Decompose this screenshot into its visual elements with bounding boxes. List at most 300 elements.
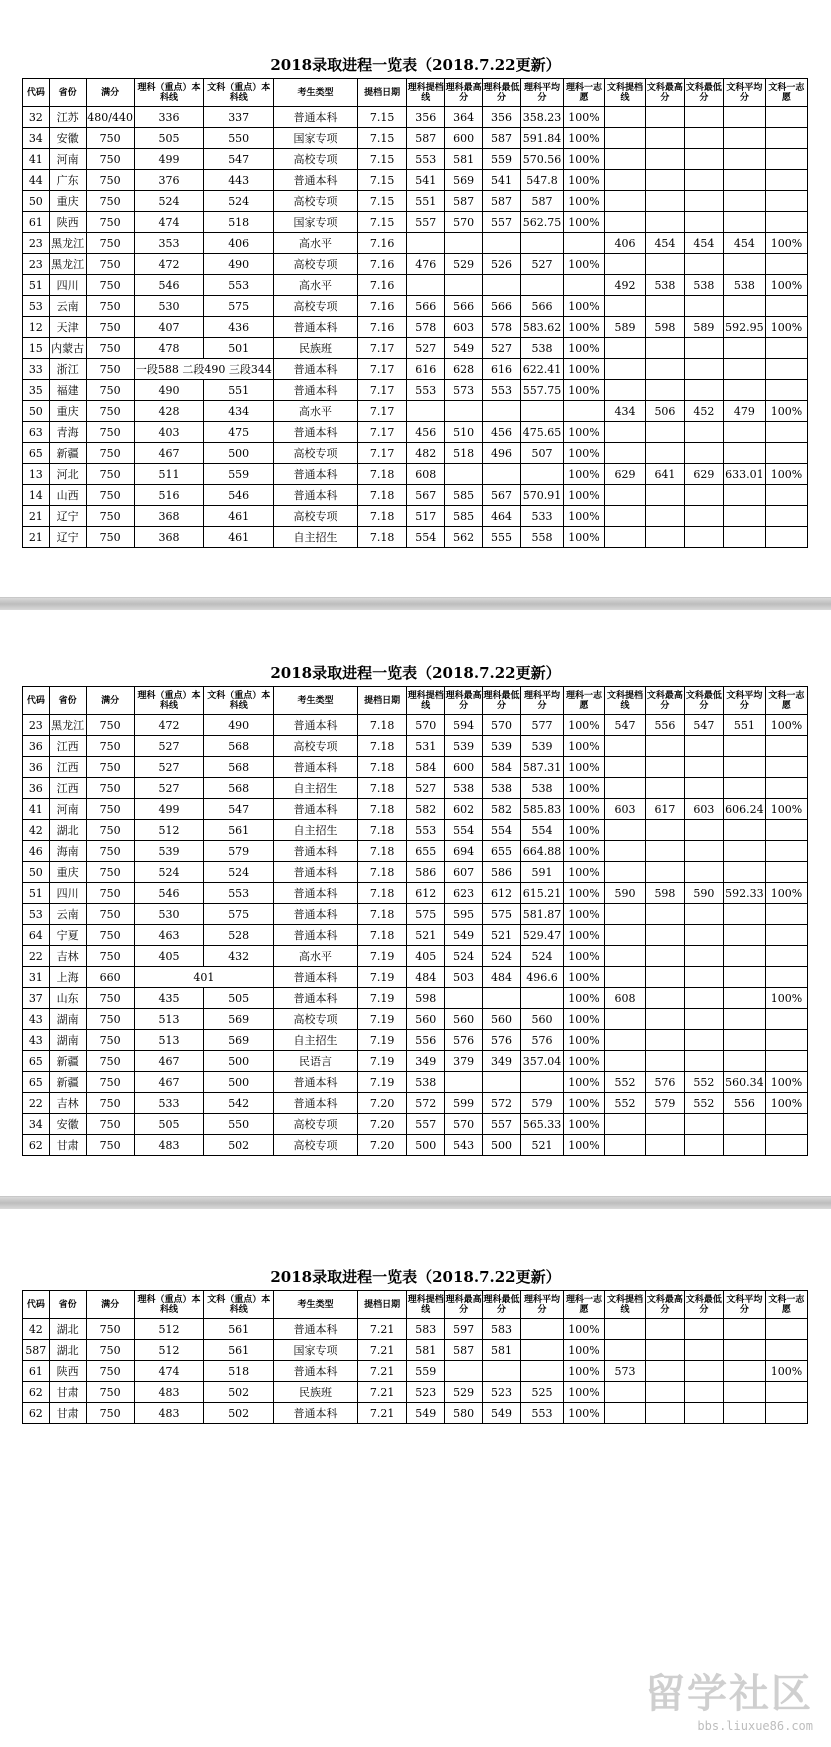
table-cell: 554 <box>483 820 521 841</box>
table-cell: 750 <box>86 464 134 485</box>
table-cell: 454 <box>645 233 684 254</box>
page-1 <box>0 0 831 600</box>
table-cell: 633.01 <box>723 464 765 485</box>
table-cell <box>604 170 645 191</box>
table-cell: 586 <box>483 862 521 883</box>
column-header: 文科平均分 <box>723 687 765 715</box>
table-cell: 595 <box>445 904 483 925</box>
table-cell: 750 <box>86 401 134 422</box>
table-cell: 583 <box>483 1319 521 1340</box>
table-cell: 21 <box>23 527 50 548</box>
table-cell <box>684 296 723 317</box>
table-cell: 重庆 <box>49 191 86 212</box>
table-cell: 15 <box>23 338 50 359</box>
column-header: 文科（重点）本科线 <box>204 687 274 715</box>
table-cell: 陕西 <box>49 1361 86 1382</box>
table-cell: 552 <box>684 1072 723 1093</box>
table-cell: 512 <box>134 1319 204 1340</box>
table-cell: 518 <box>204 212 274 233</box>
table-cell: 582 <box>483 799 521 820</box>
table-cell: 普通本科 <box>274 925 358 946</box>
table-cell: 宁夏 <box>49 925 86 946</box>
table-cell <box>765 296 807 317</box>
table-cell: 496 <box>483 443 521 464</box>
table-cell: 559 <box>204 464 274 485</box>
table-cell <box>645 1403 684 1424</box>
table-cell: 750 <box>86 275 134 296</box>
table-cell: 578 <box>483 317 521 338</box>
table-cell: 587 <box>23 1340 50 1361</box>
table-cell: 664.88 <box>520 841 563 862</box>
table-cell: 513 <box>134 1009 204 1030</box>
table-cell: 河南 <box>49 799 86 820</box>
table-cell <box>645 757 684 778</box>
table-cell: 安徽 <box>49 128 86 149</box>
table-cell: 750 <box>86 338 134 359</box>
table-cell: 100% <box>765 464 807 485</box>
column-header: 理科提档线 <box>407 1291 445 1319</box>
table-cell: 407 <box>134 317 204 338</box>
table-cell: 民族班 <box>274 338 358 359</box>
column-header: 省份 <box>49 687 86 715</box>
table-row <box>23 1072 808 1093</box>
table-cell <box>723 338 765 359</box>
table-cell: 527 <box>483 338 521 359</box>
table-cell: 33 <box>23 359 50 380</box>
column-header: 理科最高分 <box>445 687 483 715</box>
table-cell: 100% <box>564 485 605 506</box>
table-cell: 376 <box>134 170 204 191</box>
table-cell <box>765 527 807 548</box>
table-cell: 584 <box>407 757 445 778</box>
table-cell: 567 <box>407 485 445 506</box>
table-cell: 452 <box>684 401 723 422</box>
table-cell: 普通本科 <box>274 170 358 191</box>
table-cell: 100% <box>564 317 605 338</box>
table-cell: 高校专项 <box>274 191 358 212</box>
table-cell: 527 <box>520 254 563 275</box>
table-cell: 重庆 <box>49 862 86 883</box>
table-cell: 562 <box>445 527 483 548</box>
table-cell: 7.17 <box>358 338 407 359</box>
table-cell <box>723 778 765 799</box>
table-cell <box>723 191 765 212</box>
table-cell: 50 <box>23 401 50 422</box>
table-cell <box>645 904 684 925</box>
table-cell: 472 <box>134 715 204 736</box>
column-header: 文科最高分 <box>645 79 684 107</box>
table-cell: 上海 <box>49 967 86 988</box>
table-cell: 750 <box>86 359 134 380</box>
table-cell: 512 <box>134 1340 204 1361</box>
table-cell: 辽宁 <box>49 527 86 548</box>
table-cell <box>723 443 765 464</box>
table-cell: 526 <box>483 254 521 275</box>
table-cell <box>684 359 723 380</box>
table-cell <box>765 1382 807 1403</box>
table-cell: 549 <box>445 925 483 946</box>
table-cell: 500 <box>204 1051 274 1072</box>
table-cell <box>520 1361 563 1382</box>
table-cell: 461 <box>204 527 274 548</box>
table-cell: 750 <box>86 1114 134 1135</box>
table-cell: 46 <box>23 841 50 862</box>
table-cell <box>564 401 605 422</box>
column-header: 考生类型 <box>274 79 358 107</box>
table-cell: 569 <box>204 1009 274 1030</box>
table-cell: 750 <box>86 1361 134 1382</box>
table-cell: 577 <box>520 715 563 736</box>
table-cell: 576 <box>520 1030 563 1051</box>
table-cell: 吉林 <box>49 1093 86 1114</box>
table-cell: 499 <box>134 149 204 170</box>
table-cell <box>645 1382 684 1403</box>
table-cell: 553 <box>407 380 445 401</box>
table-cell: 484 <box>483 967 521 988</box>
table-cell <box>407 275 445 296</box>
table-cell <box>723 1340 765 1361</box>
table-cell <box>604 967 645 988</box>
table-cell: 612 <box>407 883 445 904</box>
table-cell: 616 <box>407 359 445 380</box>
table-cell: 高水平 <box>274 275 358 296</box>
table-cell: 新疆 <box>49 1072 86 1093</box>
table-cell: 589 <box>684 317 723 338</box>
watermark-logo: 留学社区 <box>645 1671 813 1717</box>
table-cell: 100% <box>564 212 605 233</box>
table-cell: 356 <box>407 107 445 128</box>
table-cell: 592.33 <box>723 883 765 904</box>
table-cell <box>684 149 723 170</box>
table-cell: 547 <box>204 799 274 820</box>
table-cell <box>604 149 645 170</box>
table-cell <box>645 338 684 359</box>
table-cell: 599 <box>445 1093 483 1114</box>
table-cell: 483 <box>134 1403 204 1424</box>
page-title: 2018录取进程一览表（2018.7.22更新） <box>270 56 561 74</box>
table-cell: 436 <box>204 317 274 338</box>
table-cell: 7.15 <box>358 149 407 170</box>
table-cell: 552 <box>604 1093 645 1114</box>
table-cell: 7.21 <box>358 1319 407 1340</box>
table-row <box>23 925 808 946</box>
table-cell <box>684 988 723 1009</box>
table-cell: 750 <box>86 296 134 317</box>
table-cell: 100% <box>765 233 807 254</box>
table-header-row <box>23 79 808 107</box>
table-cell: 国家专项 <box>274 212 358 233</box>
table-cell <box>645 988 684 1009</box>
table-cell: 524 <box>204 862 274 883</box>
table-cell: 四川 <box>49 275 86 296</box>
table-cell: 福建 <box>49 380 86 401</box>
table-cell <box>723 1135 765 1156</box>
table-cell <box>765 925 807 946</box>
table-cell: 普通本科 <box>274 1093 358 1114</box>
table-cell: 538 <box>407 1072 445 1093</box>
table-cell: 528 <box>204 925 274 946</box>
table-cell: 辽宁 <box>49 506 86 527</box>
table-cell <box>645 380 684 401</box>
table-cell: 普通本科 <box>274 1319 358 1340</box>
table-cell: 750 <box>86 778 134 799</box>
table-row <box>23 359 808 380</box>
table-cell: 自主招生 <box>274 778 358 799</box>
table-cell <box>645 1340 684 1361</box>
table-cell <box>520 233 563 254</box>
table-cell: 750 <box>86 715 134 736</box>
table-cell: 472 <box>134 254 204 275</box>
table-cell: 549 <box>445 338 483 359</box>
table-cell <box>765 1340 807 1361</box>
table-cell: 557 <box>483 212 521 233</box>
table-row <box>23 946 808 967</box>
table-cell: 750 <box>86 736 134 757</box>
table-cell <box>645 925 684 946</box>
table-cell: 405 <box>134 946 204 967</box>
table-cell: 523 <box>407 1382 445 1403</box>
table-cell: 443 <box>204 170 274 191</box>
table-cell: 普通本科 <box>274 988 358 1009</box>
table-cell: 428 <box>134 401 204 422</box>
table-cell: 重庆 <box>49 401 86 422</box>
table-cell: 100% <box>564 1403 605 1424</box>
table-cell <box>564 275 605 296</box>
table-cell: 546 <box>134 883 204 904</box>
table-cell: 530 <box>134 904 204 925</box>
table-cell: 558 <box>520 527 563 548</box>
table-row <box>23 736 808 757</box>
table-row <box>23 967 808 988</box>
table-cell: 559 <box>407 1361 445 1382</box>
table-cell: 553 <box>520 1403 563 1424</box>
table-cell: 41 <box>23 799 50 820</box>
table-cell: 538 <box>520 778 563 799</box>
table-cell: 7.16 <box>358 275 407 296</box>
table-cell: 7.18 <box>358 862 407 883</box>
table-cell: 青海 <box>49 422 86 443</box>
table-cell: 41 <box>23 149 50 170</box>
page-2 <box>0 610 831 1200</box>
table-cell <box>765 443 807 464</box>
table-cell: 7.15 <box>358 170 407 191</box>
table-row <box>23 191 808 212</box>
table-cell: 湖南 <box>49 1009 86 1030</box>
table-cell <box>445 1361 483 1382</box>
table-cell: 531 <box>407 736 445 757</box>
table-cell <box>723 736 765 757</box>
table-cell: 新疆 <box>49 1051 86 1072</box>
table-cell: 566 <box>483 296 521 317</box>
table-cell: 100% <box>564 946 605 967</box>
table-cell <box>684 422 723 443</box>
table-cell <box>604 1051 645 1072</box>
table-cell <box>604 128 645 149</box>
table-cell: 555 <box>483 527 521 548</box>
table-cell: 7.18 <box>358 799 407 820</box>
table-cell: 7.18 <box>358 464 407 485</box>
table-cell: 7.18 <box>358 485 407 506</box>
table-cell: 14 <box>23 485 50 506</box>
table-cell <box>564 233 605 254</box>
table-cell <box>483 464 521 485</box>
table-cell: 100% <box>765 799 807 820</box>
table-cell: 570 <box>445 212 483 233</box>
table-cell: 65 <box>23 1072 50 1093</box>
table-cell: 7.18 <box>358 778 407 799</box>
table-cell: 湖北 <box>49 820 86 841</box>
table-cell: 524 <box>520 946 563 967</box>
table-cell: 100% <box>564 128 605 149</box>
admission-table <box>22 78 808 548</box>
table-cell: 750 <box>86 170 134 191</box>
table-cell: 541 <box>483 170 521 191</box>
column-header: 代码 <box>23 687 50 715</box>
table-cell: 750 <box>86 1009 134 1030</box>
table-cell: 358.23 <box>520 107 563 128</box>
table-cell: 521 <box>407 925 445 946</box>
table-cell: 750 <box>86 212 134 233</box>
table-cell: 江西 <box>49 736 86 757</box>
table-cell <box>645 1009 684 1030</box>
table-cell <box>765 967 807 988</box>
column-header: 文科一志愿 <box>765 1291 807 1319</box>
table-cell: 100% <box>564 527 605 548</box>
table-cell: 569 <box>204 1030 274 1051</box>
table-cell <box>645 170 684 191</box>
column-header: 理科平均分 <box>520 79 563 107</box>
table-cell <box>765 485 807 506</box>
table-cell: 556 <box>407 1030 445 1051</box>
table-cell: 603 <box>684 799 723 820</box>
table-cell: 581 <box>445 149 483 170</box>
table-cell: 7.18 <box>358 925 407 946</box>
table-cell: 750 <box>86 799 134 820</box>
table-cell: 7.15 <box>358 107 407 128</box>
table-cell <box>765 736 807 757</box>
table-cell: 河北 <box>49 464 86 485</box>
table-row <box>23 506 808 527</box>
table-cell: 江西 <box>49 778 86 799</box>
table-cell: 464 <box>483 506 521 527</box>
table-cell: 524 <box>483 946 521 967</box>
table-cell <box>684 212 723 233</box>
table-cell <box>723 254 765 275</box>
table-cell: 496.6 <box>520 967 563 988</box>
column-header: 文科最高分 <box>645 687 684 715</box>
table-cell: 554 <box>445 820 483 841</box>
table-cell: 36 <box>23 736 50 757</box>
table-cell <box>723 1382 765 1403</box>
table-cell <box>645 527 684 548</box>
table-cell <box>604 904 645 925</box>
column-header: 理科最低分 <box>483 79 521 107</box>
table-cell: 550 <box>204 1114 274 1135</box>
table-cell <box>520 464 563 485</box>
table-cell: 568 <box>204 757 274 778</box>
table-cell: 336 <box>134 107 204 128</box>
table-cell: 506 <box>645 401 684 422</box>
table-row <box>23 1319 808 1340</box>
table-cell: 550 <box>204 128 274 149</box>
table-cell: 524 <box>134 862 204 883</box>
table-cell: 547 <box>684 715 723 736</box>
table-cell: 广东 <box>49 170 86 191</box>
table-cell: 562.75 <box>520 212 563 233</box>
table-cell <box>604 1382 645 1403</box>
column-header: 省份 <box>49 79 86 107</box>
table-cell: 国家专项 <box>274 1340 358 1361</box>
table-cell: 602 <box>445 799 483 820</box>
table-cell: 750 <box>86 841 134 862</box>
column-header: 文科提档线 <box>604 79 645 107</box>
column-header: 省份 <box>49 1291 86 1319</box>
table-cell: 364 <box>445 107 483 128</box>
table-cell <box>604 1030 645 1051</box>
table-cell: 37 <box>23 988 50 1009</box>
column-header: 理科平均分 <box>520 1291 563 1319</box>
column-header: 文科最低分 <box>684 1291 723 1319</box>
table-cell <box>723 170 765 191</box>
table-cell <box>445 233 483 254</box>
table-cell: 750 <box>86 485 134 506</box>
table-cell: 民族班 <box>274 1382 358 1403</box>
table-cell <box>604 1340 645 1361</box>
table-cell <box>645 1114 684 1135</box>
table-cell: 560 <box>445 1009 483 1030</box>
table-cell: 505 <box>134 1114 204 1135</box>
table-cell: 普通本科 <box>274 380 358 401</box>
table-cell: 100% <box>564 925 605 946</box>
table-cell: 普通本科 <box>274 317 358 338</box>
table-cell: 7.15 <box>358 212 407 233</box>
table-cell: 100% <box>564 799 605 820</box>
table-cell: 581 <box>407 1340 445 1361</box>
table-cell: 546 <box>204 485 274 506</box>
table-cell: 356 <box>483 107 521 128</box>
column-header: 理科最低分 <box>483 687 521 715</box>
table-cell <box>684 191 723 212</box>
table-cell: 山西 <box>49 485 86 506</box>
table-cell: 750 <box>86 1403 134 1424</box>
table-cell: 43 <box>23 1009 50 1030</box>
table-cell <box>604 778 645 799</box>
table-cell: 62 <box>23 1135 50 1156</box>
table-cell: 安徽 <box>49 1114 86 1135</box>
column-header: 提档日期 <box>358 1291 407 1319</box>
table-cell: 476 <box>407 254 445 275</box>
table-cell <box>645 1051 684 1072</box>
table-cell: 533 <box>520 506 563 527</box>
table-cell: 100% <box>564 170 605 191</box>
table-cell: 国家专项 <box>274 128 358 149</box>
table-cell: 530 <box>134 296 204 317</box>
table-cell: 100% <box>564 149 605 170</box>
table-cell: 572 <box>407 1093 445 1114</box>
table-cell: 572 <box>483 1093 521 1114</box>
table-cell: 591.84 <box>520 128 563 149</box>
table-cell: 山东 <box>49 988 86 1009</box>
table-cell: 海南 <box>49 841 86 862</box>
table-cell <box>684 506 723 527</box>
table-cell: 100% <box>564 359 605 380</box>
table-cell <box>684 527 723 548</box>
table-cell: 581.87 <box>520 904 563 925</box>
table-cell: 568 <box>204 736 274 757</box>
table-cell: 517 <box>407 506 445 527</box>
table-cell: 490 <box>134 380 204 401</box>
table-cell <box>645 296 684 317</box>
